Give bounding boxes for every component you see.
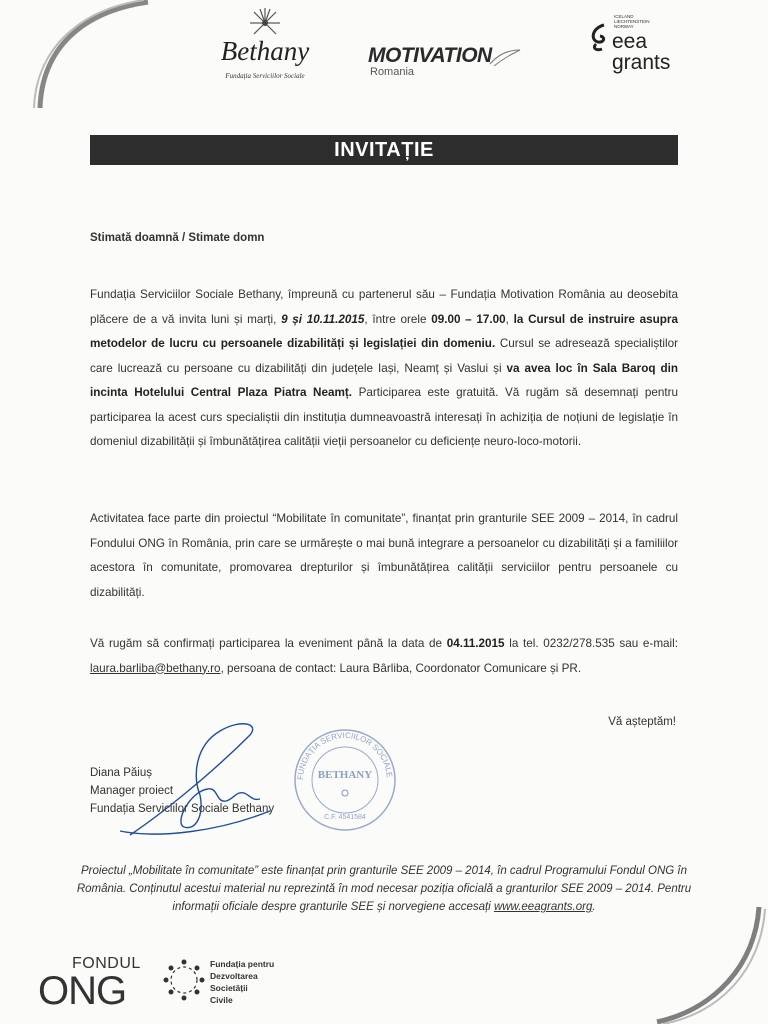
event-dates: 9 și 10.11.2015 — [281, 312, 365, 326]
bethany-logo-subtitle: Fundația Serviciilor Sociale — [225, 72, 305, 80]
text-segment: Vă rugăm să confirmați participarea la eveniment până la data de — [90, 637, 447, 650]
text-segment: la tel. 0232/278.535 sau e-mail: — [504, 637, 678, 650]
text-segment: Participarea este gratuită. Vă rugăm să desemnați pentru participarea la acest curs specialiștii din instituția dumneavoastră interesați în achiziția de noțiuni de legislație în domeniul dizabilității și îmbunătățirea calității vieții persoanelor cu deficiențe neuro-loco-motorii. — [90, 386, 678, 448]
stamp-center-text: BETHANY — [317, 769, 373, 781]
eeagrants-link[interactable]: www.eeagrants.org — [493, 901, 593, 913]
fdsc-logo-line: Dezvoltarea — [210, 971, 258, 981]
course-title: la Cursul de instruire asupra metodelor de lucru cu persoanele dizabilități și legislației din domeniu. — [90, 312, 678, 350]
closing-line: Vă așteptăm! — [608, 716, 676, 728]
fdsc-logo-line: Societății — [210, 983, 248, 993]
signer-name: Diana Păiuș — [90, 767, 153, 779]
eea-country: NORWAY — [614, 24, 634, 29]
bethany-flower-icon — [248, 6, 282, 40]
motivation-logo-name: MOTIVATION — [368, 44, 492, 67]
text-segment: , persoana de contact: Laura Bârliba, Coordonator Comunicare și PR. — [220, 661, 582, 675]
paragraph-invitation — [90, 283, 678, 455]
fondul-ong-logo — [30, 955, 140, 1015]
fdsc-logo-line: Civile — [210, 995, 233, 1005]
fondul-ong-line1: FONDUL — [72, 955, 141, 972]
eea-logo-line2: grants — [612, 51, 671, 74]
text-segment: Fundația Serviciilor Sociale Bethany, împreună cu partenerul său – Fundația Motivation România au deosebita plăcere de a vă invita luni și marți, — [90, 288, 678, 326]
text-segment: , între orele — [364, 312, 432, 326]
eea-grants-mark-icon — [588, 22, 610, 52]
stamp-ring-text: FUNDAȚIA SERVICIILOR SOCIALE — [295, 730, 394, 781]
salutation: Stimată doamnă / Stimate domn — [90, 232, 265, 244]
signer-organization: Fundația Serviciilor Sociale Bethany — [90, 803, 275, 815]
bethany-logo-name: Bethany — [220, 36, 310, 66]
eea-countries — [614, 14, 650, 29]
fdsc-logo-line: Fundația pentru — [210, 959, 275, 969]
fondul-ong-line2: ONG — [38, 969, 127, 1013]
fdsc-people-circle-icon — [162, 958, 206, 1002]
eea-country: ICELAND — [614, 14, 634, 19]
text-segment: , — [505, 312, 514, 326]
disclaimer-text: Proiectul „Mobilitate în comunitate” este finanțat prin granturile SEE 2009 – 2014, în cadrul Programului Fondul ONG în România. Conținutul acestui material nu reprezintă în mod necesar poziția oficială a granturilor SEE 2009 – 2014. Pentru informații oficiale despre granturile SEE și norvegiene accesați — [76, 865, 692, 913]
signer-block — [90, 764, 274, 818]
motivation-wing-icon — [488, 48, 522, 68]
eea-grants-logo — [586, 14, 686, 80]
eea-country: LIECHTENSTEIN — [614, 19, 650, 24]
contact-email-link[interactable]: laura.barliba@bethany.ro — [90, 661, 221, 675]
page-curl-bottom-right — [655, 905, 768, 1024]
event-hours: 09.00 – 17.00 — [431, 312, 506, 326]
bethany-logo — [210, 6, 320, 82]
fdsc-logo-text — [210, 958, 274, 1006]
motivation-logo-subtitle: Romania — [370, 66, 415, 78]
text-segment: Cursul se adresează specialiștilor care lucrează cu persoane cu dizabilități din județele Iași, Neamț și Vaslui și — [90, 337, 678, 375]
fdsc-logo — [162, 958, 302, 1018]
text-segment: . — [592, 901, 596, 913]
page-curl-top-left — [30, 0, 150, 110]
motivation-logo — [368, 44, 528, 84]
stamp-bottom-text: C.F. 4541584 — [324, 814, 366, 821]
funding-disclaimer — [70, 862, 698, 916]
event-venue: va avea loc în Sala Baroq din incinta Hotelului Central Plaza Piatra Neamț. — [90, 361, 678, 399]
confirmation-deadline: 04.11.2015 — [446, 637, 505, 650]
paragraph-project: Activitatea face parte din proiectul “Mobilitate în comunitate”, finanțat prin granturile SEE 2009 – 2014, în cadrul Fondului ONG în România, prin care se urmărește o mai bună integrare a persoanelor cu dizabilități și a familiilor acestora în comunitate, promovarea drepturilor și îmbunătățirea calității serviciilor pentru persoanele cu dizabilități. — [90, 512, 678, 599]
organization-stamp — [290, 725, 400, 835]
eea-logo-line1: eea — [612, 30, 648, 53]
signer-role: Manager proiect — [90, 785, 174, 797]
paragraph-confirmation — [90, 632, 678, 681]
invitation-title-banner: INVITAȚIE — [90, 135, 678, 165]
